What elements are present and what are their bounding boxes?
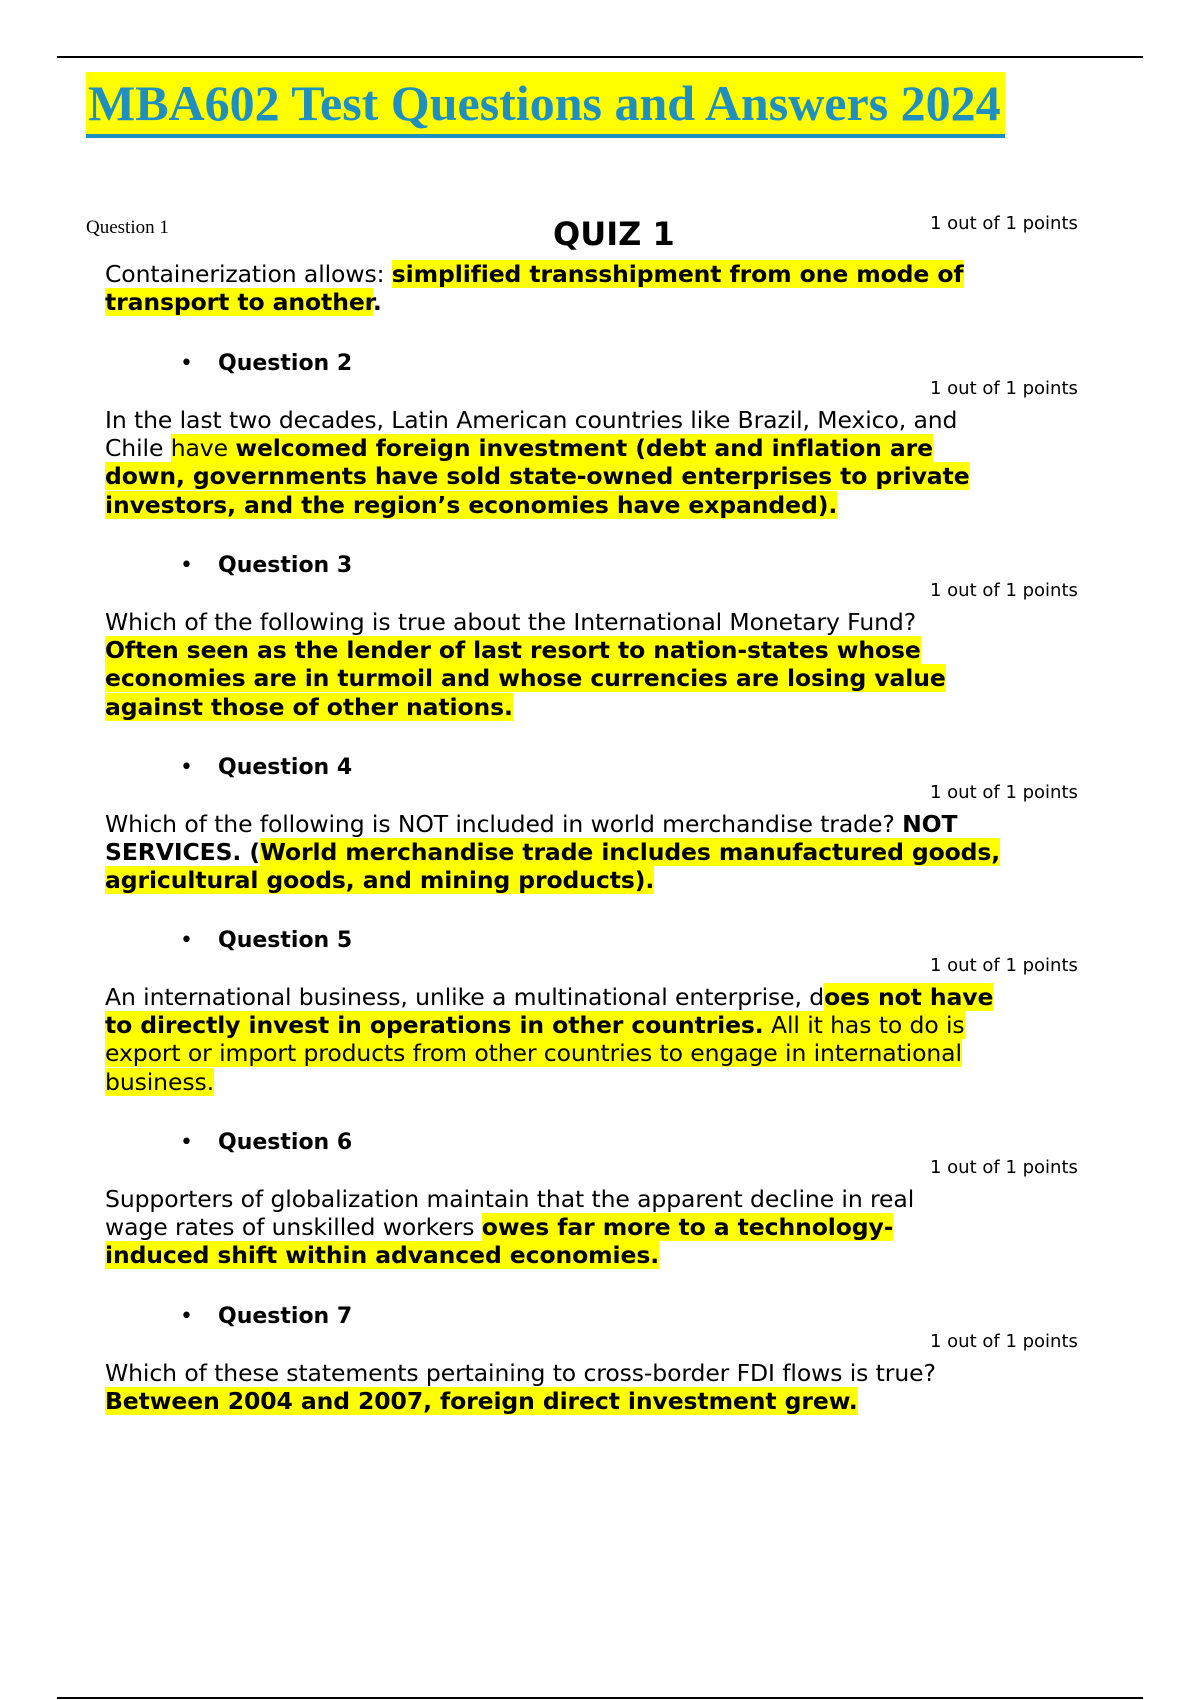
question-6-text <box>105 1185 965 1270</box>
question-5-prompt: An international business, unlike a multinational enterprise, d <box>105 983 825 1011</box>
question-4-prompt: Which of the following is NOT included in world merchandise trade? <box>105 810 903 838</box>
question-7-prompt: Which of these statements pertaining to cross-border FDI flows is true? <box>105 1359 936 1387</box>
quiz-title: QUIZ 1 <box>553 215 675 253</box>
question-7-text <box>105 1359 1005 1415</box>
question-5-label: Question 5 <box>218 928 353 953</box>
bottom-rule <box>57 1697 1143 1699</box>
question-2-answer-lead: have <box>170 434 236 463</box>
question-2-answer: welcomed foreign investment (debt and inflation are down, governments have sold state-owned enterprises to private investors, and the region’s economies have expanded). <box>105 434 970 519</box>
question-7-points: 1 out of 1 points <box>930 1331 1078 1352</box>
question-5-text <box>105 983 1015 1096</box>
question-5-answer: oes not have to directly invest in operations in other countries. <box>105 983 994 1040</box>
bullet-icon: • <box>180 553 193 578</box>
question-7-heading <box>180 1303 352 1331</box>
question-2-heading <box>180 350 352 378</box>
question-4-label: Question 4 <box>218 755 353 780</box>
question-4-points: 1 out of 1 points <box>930 782 1078 803</box>
question-1-label: Question 1 <box>86 217 169 238</box>
question-2-prompt: In the last two decades, Latin American countries like Brazil, Mexico, and Chile <box>105 406 958 463</box>
question-1-text <box>105 260 1005 316</box>
bullet-icon: • <box>180 351 193 376</box>
question-3-prompt: Which of the following is true about the International Monetary Fund? <box>105 608 917 636</box>
question-1-prompt: Containerization allows: <box>105 260 392 288</box>
question-7-answer: Between 2004 and 2007, foreign direct investment grew. <box>105 1387 858 1416</box>
question-2-text <box>105 406 1005 519</box>
question-5-heading <box>180 927 352 955</box>
question-6-prompt: Supporters of globalization maintain that the apparent decline in real wage rates of unskilled workers <box>105 1185 915 1242</box>
question-2-label: Question 2 <box>218 351 353 376</box>
question-4-answer: World merchandise trade includes manufactured goods, agricultural goods, and mining products). <box>105 838 1001 895</box>
bullet-icon: • <box>180 755 193 780</box>
question-7-label: Question 7 <box>218 1304 353 1329</box>
question-6-points: 1 out of 1 points <box>930 1157 1078 1178</box>
question-3-text <box>105 608 985 721</box>
question-1-tail: . <box>372 288 382 317</box>
question-6-heading <box>180 1129 352 1157</box>
question-2-points: 1 out of 1 points <box>930 378 1078 399</box>
question-5-points: 1 out of 1 points <box>930 955 1078 976</box>
question-3-heading <box>180 552 352 580</box>
question-3-points: 1 out of 1 points <box>930 580 1078 601</box>
bullet-icon: • <box>180 1304 193 1329</box>
question-6-answer: owes far more to a technology-induced shift within advanced economies. <box>105 1213 894 1270</box>
question-3-label: Question 3 <box>218 553 353 578</box>
top-rule <box>57 56 1143 58</box>
question-6-label: Question 6 <box>218 1130 353 1155</box>
bullet-icon: • <box>180 928 193 953</box>
question-4-answer-plain: NOT SERVICES. ( <box>105 810 958 867</box>
question-1-answer: simplified transshipment from one mode of transport to another <box>105 260 964 317</box>
document-title: MBA602 Test Questions and Answers 2024 <box>86 72 1005 138</box>
question-4-text <box>105 810 1005 895</box>
question-5-answer-tail: All it has to do is export or import products from other countries to engage in international business. <box>105 1011 965 1096</box>
question-3-answer: Often seen as the lender of last resort to nation-states whose economies are in turmoil and whose currencies are losing value against those of other nations. <box>105 636 946 721</box>
question-1-points: 1 out of 1 points <box>930 213 1078 234</box>
bullet-icon: • <box>180 1130 193 1155</box>
question-4-heading <box>180 754 352 782</box>
